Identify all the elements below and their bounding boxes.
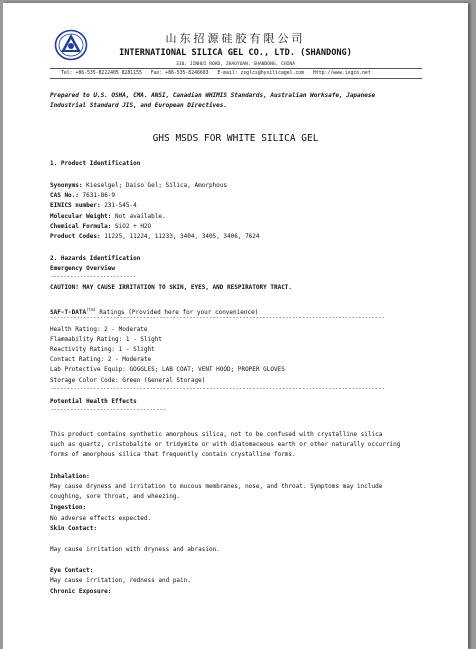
company-address: 330, JINHUI ROAD, ZHAOYUAN, SHANDONG, CHINA: [176, 62, 295, 67]
field-cas: [50, 192, 115, 199]
paragraph-line: No adverse effects expected.: [50, 515, 152, 522]
ingestion-heading: Ingestion:: [50, 504, 87, 511]
saf-label: SAF-T-DATA: [50, 309, 87, 316]
section1-heading: 1. Product Identification: [50, 160, 141, 167]
field-label: CAS No.:: [50, 192, 79, 199]
field-label: EINICS number:: [50, 202, 101, 209]
section2-heading: 2. Hazards Identification: [50, 255, 141, 262]
chronic-exposure-heading: Chronic Exposure:: [50, 588, 112, 595]
rating-line: Reactivity Rating: 1 - Slight: [50, 346, 155, 353]
contact-website[interactable]: Http://www.isgco.net: [312, 71, 371, 76]
prepared-statement: [50, 91, 430, 110]
field-value: Not available.: [111, 213, 166, 220]
eye-contact-heading: Eye Contact:: [50, 567, 94, 574]
header-divider: [50, 68, 422, 69]
field-label: Synonyms:: [50, 182, 83, 189]
trademark-mark: (tm): [86, 307, 96, 312]
dashed-rule: --------------------------: [50, 273, 137, 280]
rating-line: Contact Rating: 2 - Moderate: [50, 356, 152, 363]
paragraph-line: such as quartz, cristobalite or tridymite or with diatomaceous earth or other naturally occurring: [50, 441, 401, 448]
dashed-rule: -----------------------------------------------------------------------------------------------------: [50, 314, 385, 321]
saf-description: Ratings (Provided here for your convenience): [95, 309, 259, 316]
prepared-line: Industrial Standard JIS, and European Directives.: [50, 101, 228, 109]
field-synonyms: [50, 182, 227, 189]
contact-line: [61, 71, 377, 76]
dashed-rule: -----------------------------------: [50, 406, 166, 413]
field-einecs: [50, 202, 137, 209]
field-value: 231-545-4: [100, 202, 137, 209]
header-divider-bottom: [50, 78, 422, 79]
emergency-overview-heading: Emergency Overview: [50, 265, 116, 272]
field-value: 7631-86-9: [78, 192, 116, 199]
paragraph-line: May cause irritation with dryness and abrasion.: [50, 546, 220, 553]
field-value: SiO2 + H2O: [111, 223, 152, 230]
company-name-chinese: 山东招源硅胶有限公司: [165, 32, 306, 45]
dashed-rule: -----------------------------------------------------------------------------------------------------: [50, 385, 385, 392]
skin-contact-heading: Skin Contact:: [50, 525, 97, 532]
contact-tel: Tel: +86-535-8222405 8281155: [61, 71, 142, 76]
rating-line: Storage Color Code: Green (General Storage): [50, 377, 206, 384]
contact-fax: Fax: +86-535-8246663: [150, 71, 209, 76]
document-title: GHS MSDS FOR WHITE SILICA GEL: [152, 133, 319, 144]
rating-line: Health Rating: 2 - Moderate: [50, 326, 148, 333]
field-label: Product Codes:: [50, 233, 101, 240]
field-label: Molecular Weight:: [50, 213, 112, 220]
field-molecular-weight: [50, 213, 166, 220]
paragraph-line: May cause irritation, redness and pain.: [50, 577, 191, 584]
potential-health-effects-heading: Potential Health Effects: [50, 398, 137, 405]
field-value: 11225, 11224, 11233, 3404, 3405, 3406, 7624: [100, 233, 260, 240]
document-page: [3, 3, 468, 649]
rating-line: Lab Protective Equip: GOGGLES; LAB COAT; VENT HOOD; PROPER GLOVES: [50, 366, 285, 373]
company-name-english: INTERNATIONAL SILICA GEL CO., LTD. (SHANDONG): [119, 48, 352, 58]
rating-line: Flammability Rating: 1 - Slight: [50, 336, 162, 343]
field-chemical-formula: [50, 223, 151, 230]
caution-text: CAUTION! MAY CAUSE IRRITATION TO SKIN, EYES, AND RESPIRATORY TRACT.: [50, 284, 293, 291]
paragraph-line: This product contains synthetic amorphous silica, not to be confused with crystalline silica: [50, 431, 383, 438]
paragraph-line: coughing, sore throat, and wheezing.: [50, 493, 181, 500]
paragraph-line: forms of amorphous silica that frequently contain crystalline forms.: [50, 451, 296, 458]
field-value: Kieselgel; Daiso Gel; Silica, Amorphous: [82, 182, 228, 189]
inhalation-heading: Inhalation:: [50, 473, 90, 480]
contact-email[interactable]: E-mail: zsglcs@hysilicagel.com: [217, 71, 305, 76]
paragraph-line: May cause dryness and irritation to mucous membranes, nose, and throat. Symptoms may include: [50, 483, 383, 490]
field-product-codes: [50, 233, 260, 240]
prepared-line: Prepared to U.S. OSHA, CMA. ANSI, Canadian WHIMIS Standards, Australian Worksafe, Japanese: [50, 92, 376, 99]
field-label: Chemical Formula:: [50, 223, 112, 230]
